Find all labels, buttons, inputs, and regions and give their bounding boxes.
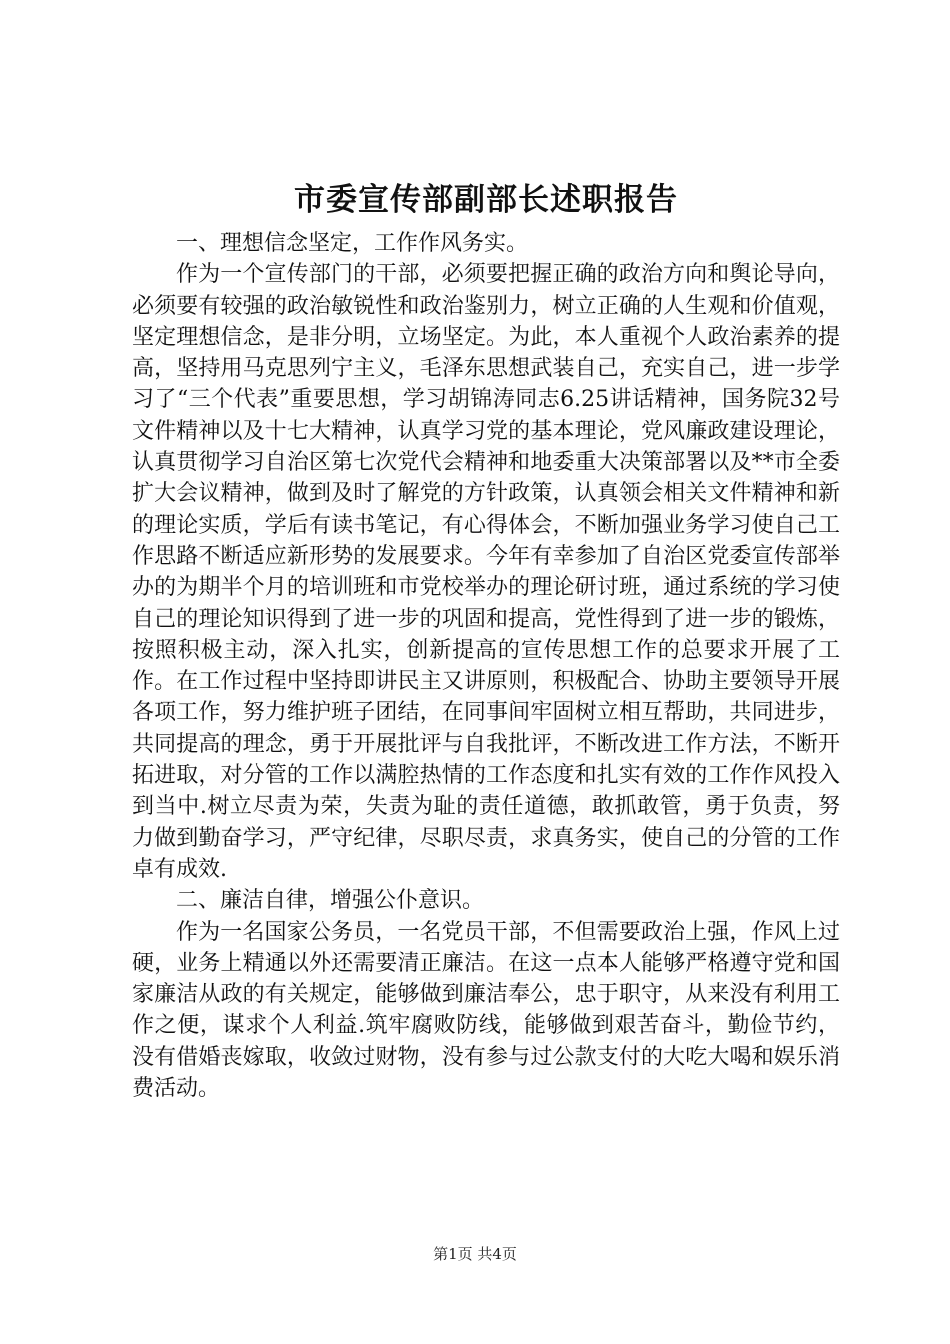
page-footer: 第1页 共4页: [433, 1245, 517, 1263]
document-title: 市委宣传部副部长述职报告: [294, 182, 678, 218]
section-heading-2: 二、廉洁自律，增强公仆意识。: [176, 888, 485, 914]
body-paragraph-2: 作为一名国家公务员，一名党员干部，不但需要政治上强，作风上过硬，业务上精通以外还需要清正廉洁。在这一点本人能够严格遵守党和国家廉洁从政的有关规定，能够做到廉洁奉公，忠于职守，从来没有利用工作之便，谋求个人利益.筑牢腐败防线，能够做到艰苦奋斗，勤俭节约，没有借婚丧嫁取，收敛过财物，没有参与过公款支付的大吃大喝和娱乐消费活动。: [132, 919, 840, 1102]
body-paragraph-1: 作为一个宣传部门的干部，必须要把握正确的政治方向和舆论导向，必须要有较强的政治敏锐性和政治鉴别力，树立正确的人生观和价值观，坚定理想信念，是非分明，立场坚定。为此，本人重视个人政治素养的提高，坚持用马克思列宁主义，毛泽东思想武装自己，充实自己，进一步学习了“三个代表”重要思想，学习胡锦涛同志6.25讲话精神，国务院32号文件精神以及十七大精神，认真学习党的基本理论，党风廉政建设理论，认真贯彻学习自治区第七次党代会精神和地委重大决策部署以及**市全委扩大会议精神，做到及时了解党的方针政策，认真领会相关文件精神和新的理论实质，学后有读书笔记，有心得体会，不断加强业务学习使自己工作思路不断适应新形势的发展要求。今年有幸参加了自治区党委宣传部举办的为期半个月的培训班和市党校举办的理论研讨班，通过系统的学习使自己的理论知识得到了进一步的巩固和提高，党性得到了进一步的锻炼，按照积极主动，深入扎实，创新提高的宣传思想工作的总要求开展了工作。在工作过程中坚持即讲民主又讲原则，积极配合、协助主要领导开展各项工作，努力维护班子团结，在同事间牢固树立相互帮助，共同进步，共同提高的理念，勇于开展批评与自我批评，不断改进工作方法，不断开拓进取，对分管的工作以满腔热情的工作态度和扎实有效的工作作风投入到当中.树立尽责为荣，失责为耻的责任道德，敢抓敢管，勇于负责，努力做到勤奋学习，严守纪律，尽职尽责，求真务实，使自己的分管的工作卓有成效.: [132, 262, 840, 882]
document-page: [132, 178, 840, 1104]
section-heading-1: 一、理想信念坚定，工作作风务实。: [176, 231, 529, 256]
